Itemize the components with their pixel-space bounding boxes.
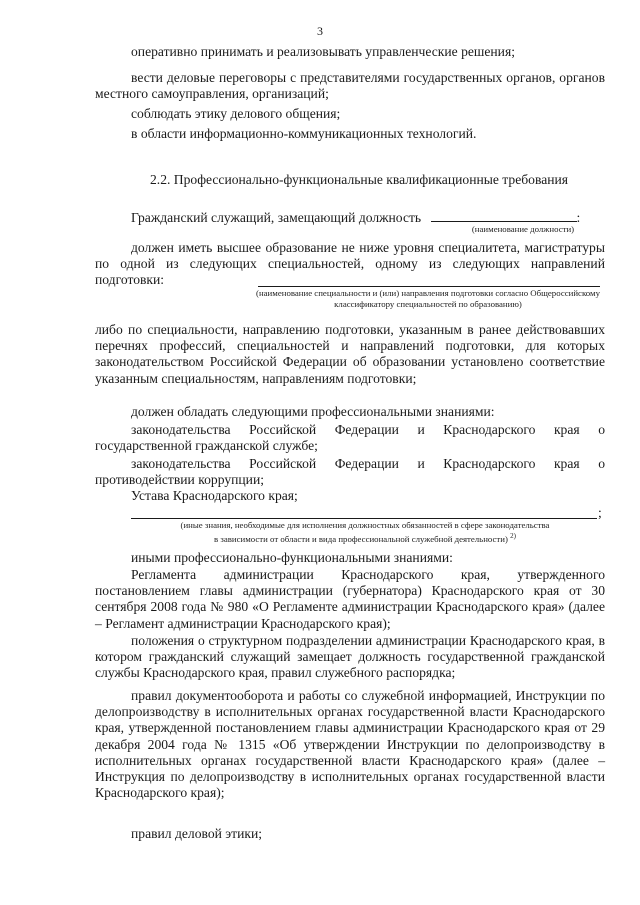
section-heading: 2.2. Профессионально-функциональные квалификационные требования [150, 172, 569, 187]
knowledge-intro: должен обладать следующими профессиональными знаниями: [131, 404, 495, 419]
education-paragraph: должен иметь высшее образование не ниже уровня специалитета, магистратуры по одной из следующих специальностей, одному из следующих направлений подготовки: [95, 240, 605, 288]
functional-item: положения о структурном подразделении администрации Краснодарского края, в котором гражданский служащий замещает должность государственной гражданской службы Краснодарского края, правил служебного распорядка; [95, 633, 605, 681]
footnote-mark: 2) [510, 532, 516, 540]
specialty-blank [258, 286, 600, 287]
knowledge-item: законодательства Российской Федерации и Краснодарского края о государственной гражданской службе; [95, 422, 605, 454]
page-number: 3 [317, 24, 323, 38]
skill-item: в области информационно-коммуникационных технологий. [131, 126, 477, 141]
other-knowledge-note-line2: в зависимости от области и вида профессиональной служебной деятельности) [214, 533, 508, 544]
position-label: Гражданский служащий, замещающий должность [131, 210, 422, 225]
functional-item: правил документооборота и работы со служебной информацией, Инструкции по делопроизводству в исполнительных органах государственной власти Краснодарского края, утвержденной постановлением главы администрации Краснодарского края от 29 декабря 2004 года № 1315 «Об утверждении Инструкции по делопроизводству в исполнительных органах государственной власти Краснодарского края» (далее – Инструкция по делопроизводству в исполнительных органах государственной власти Краснодарского края); [95, 688, 605, 801]
functional-item: Регламента администрации Краснодарского края, утвержденного постановлением главы администрации (губернатора) Краснодарского края от 30 сентября 2008 года № 980 «О Регламенте администрации Краснодарского края» (далее – Регламент администрации Краснодарского края); [95, 567, 605, 631]
skill-item: оперативно принимать и реализовывать управленческие решения; [131, 44, 515, 59]
position-blank [431, 211, 577, 222]
other-knowledge-end-mark: ; [598, 505, 602, 520]
other-knowledge-blank [131, 518, 597, 519]
skill-item: соблюдать этику делового общения; [131, 106, 341, 121]
knowledge-item: законодательства Российской Федерации и Краснодарского края о противодействии коррупции; [95, 456, 605, 488]
position-end-mark: : [576, 210, 581, 225]
knowledge-item: Устава Краснодарского края; [131, 488, 298, 503]
other-knowledge-note-line1: (иные знания, необходимые для исполнения должностных обязанностей в сфере законодательства [180, 520, 550, 530]
functional-item: правил деловой этики; [131, 826, 263, 841]
position-note: (наименование должности) [471, 224, 575, 234]
specialty-note: (наименование специальности и (или) направления подготовки согласно Общероссийскому классификатору специальностей по образованию) [256, 288, 600, 309]
alternative-paragraph: либо по специальности, направлению подготовки, указанным в ранее действовавших перечнях профессий, специальностей и направлений подготовки, для которых законодательством Российской Федерации об образовании установлено соответствие указанным специальностям, направлениям подготовки; [95, 322, 605, 386]
skill-item: вести деловые переговоры с представителями государственных органов, органов местного самоуправления, организаций; [95, 70, 605, 102]
other-knowledge-note [130, 520, 600, 545]
functional-intro: иными профессионально-функциональными знаниями: [131, 550, 453, 565]
